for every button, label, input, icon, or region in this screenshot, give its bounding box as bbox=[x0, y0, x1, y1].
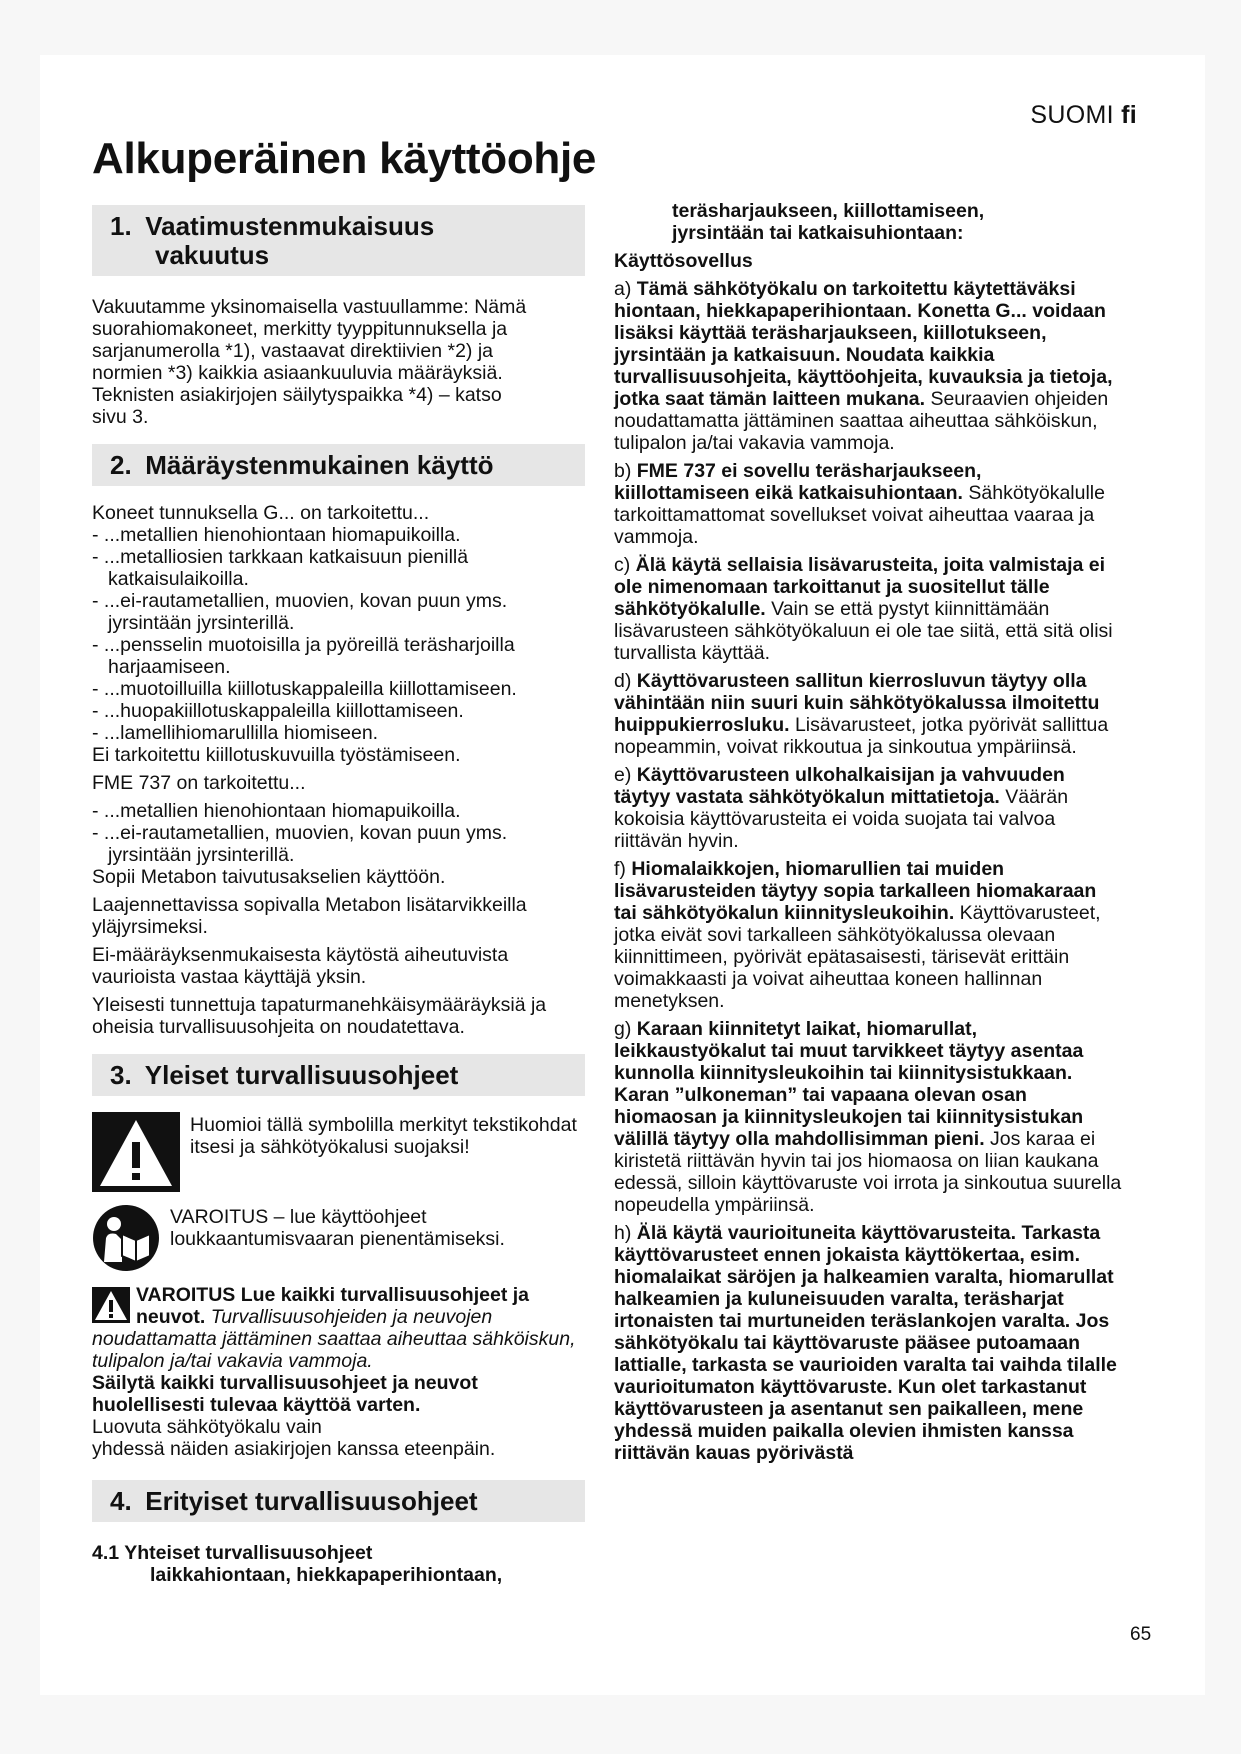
symbol-note-text: Huomioi tällä symbolilla merkityt tekstikohdat itsesi ja sähkötyökalusi suojaksi! bbox=[190, 1114, 577, 1158]
section-1-line: sivu 3. bbox=[92, 406, 149, 428]
read-manual-icon bbox=[92, 1204, 160, 1272]
general-warning bbox=[92, 1284, 585, 1372]
list-item: - ...metalliosien tarkkaan katkaisuun pienillä katkaisulaikoilla. bbox=[92, 546, 469, 590]
list-item: - ...metallien hienohiontaan hiomapuikoilla. bbox=[92, 524, 461, 546]
item-c: c) Älä käytä sellaisia lisävarusteita, joita valmistaja ei ole nimenomaan tarkoittanut ja suositellut tälle sähkötyökalulle. Vain se että pystyt kiinnittämään lisävarusteen sähkötyökaluun ei ole tae siitä, että sitä olisi turvallista käyttää. bbox=[614, 554, 1113, 664]
keep-instructions: Säilytä kaikki turvallisuusohjeet ja neuvot huolellisesti tulevaa käyttöä varten. bbox=[92, 1372, 478, 1416]
item-a: a) Tämä sähkötyökalu on tarkoitettu käytettäväksi hiontaan, hiekkapaperihiontaan. Konetta G... voidaan lisäksi käyttää teräsharjaukseen, kiillotukseen, jyrsintään ja katkaisuun. Noudata kaikkia turvallisuusohjeita, käyttöohjeita, kuvauksia ja tietoja, jotka saat tämän laitteen mukana. Seuraavien ohjeiden noudattamatta jättäminen saattaa aiheuttaa sähköiskun, tulipalon ja/tai vakavia vammoja. bbox=[614, 278, 1113, 454]
item-f: f) Hiomalaikkojen, hiomarullien tai muiden lisävarusteiden täytyy sopia tarkalleen hiomakaraan tai sähkötyökalun kiinnitysleukoihin. Käyttövarusteet, jotka eivät sovi tarkalleen sähkötyökalussa olevaan kiinnittimeen, pyörivät epätasaisesti, tärisevät erittäin voimakkaasti ja voivat aiheuttaa koneen hallinnan menetyksen. bbox=[614, 858, 1101, 1012]
section-1-heading: 1. Vaatimustenmukaisuus vakuutus bbox=[92, 205, 585, 276]
read-manual-text: VAROITUS – lue käyttöohjeet loukkaantumisvaaran pienentämiseksi. bbox=[170, 1206, 505, 1250]
warning-triangle-icon bbox=[92, 1112, 180, 1192]
symbol-note-row bbox=[92, 1112, 585, 1192]
list-item: - ...ei-rautametallien, muovien, kovan puun yms. jyrsintään jyrsinterillä. bbox=[92, 590, 508, 634]
item-b: b) FME 737 ei sovellu teräsharjaukseen, kiillottamiseen eikä katkaisuhiontaan. Sähkötyökalulle tarkoittamattomat sovellukset voivat aiheuttaa vaaraa ja vammoja. bbox=[614, 460, 1105, 548]
use-heading: Käyttösovellus bbox=[614, 250, 753, 272]
read-manual-row bbox=[92, 1204, 585, 1272]
section-4-heading: 4. Erityiset turvallisuusohjeet bbox=[92, 1480, 585, 1522]
list-item: - ...muotoilluilla kiillotuskappaleilla kiillottamiseen. bbox=[92, 678, 517, 700]
subsection-4-1-heading-continued: teräsharjaukseen, kiillottamiseen, jyrsintään tai katkaisuhiontaan: bbox=[672, 200, 985, 244]
page-title: Alkuperäinen käyttöohje bbox=[92, 134, 597, 183]
hand-over-line-1: Luovuta sähkötyökalu vain bbox=[92, 1416, 322, 1438]
subsection-4-1-heading: 4.1 Yhteiset turvallisuusohjeet laikkahiontaan, hiekkapaperihiontaan, bbox=[92, 1542, 503, 1586]
fme-intro: FME 737 on tarkoitettu... bbox=[92, 772, 306, 794]
section-2-heading: 2. Määräystenmukainen käyttö bbox=[92, 444, 585, 486]
right-column bbox=[614, 200, 1122, 1464]
list-item: - ...ei-rautametallien, muovien, kovan puun yms. jyrsintään jyrsinterillä. bbox=[92, 822, 508, 866]
not-intended-note: Ei tarkoitettu kiillotuskuvuilla työstämiseen. bbox=[92, 744, 461, 766]
item-g: g) Karaan kiinnitetyt laikat, hiomarullat, leikkaustyökalut tai muut tarvikkeet täytyy asentaa kunnolla kiinnitysleukoihin tai kiinnitysistukkaan. Karan ”ulkoneman” tai vapaana olevan osan hiomaosan ja kiinnitysleukojen tai kiinnitysistukan välillä täytyy olla mahdollisimman pieni. Jos karaa ei kiristetä riittävän hyvin tai jos hiomaosa on liian kaukana edessä, silloin käyttövaruste voi irrota ja sinkoutua suurella nopeudella ympäriinsä. bbox=[614, 1018, 1122, 1216]
regulations-note: Yleisesti tunnettuja tapaturmanehkäisymääräyksiä ja oheisia turvallisuusohjeita on noudatettava. bbox=[92, 994, 547, 1038]
list-item: - ...metallien hienohiontaan hiomapuikoilla. bbox=[92, 800, 461, 822]
section-1-line: sarjanumerolla *1), vastaavat direktiivien *2) ja bbox=[92, 340, 494, 362]
item-d: d) Käyttövarusteen sallitun kierrosluvun täytyy olla vähintään niin suuri kuin sähkötyökalussa ilmoitettu huippukierrosluku. Lisävarusteet, jotka pyörivät sallittua nopeammin, voivat rikkoutua ja sinkoutua ympäriinsä. bbox=[614, 670, 1109, 758]
item-e: e) Käyttövarusteen ulkohalkaisijan ja vahvuuden täytyy vastata sähkötyökalun mittatietoja. Väärän kokoisia käyttövarusteita ei voida suojata tai valvoa riittävän hyvin. bbox=[614, 764, 1069, 852]
section-1-line: normien *3) kaikkia asiaankuuluvia määräyksiä. bbox=[92, 362, 503, 384]
left-column bbox=[92, 205, 585, 1586]
liability-note: Ei-määräyksenmukaisesta käytöstä aiheutuvista vaurioista vastaa käyttäjä yksin. bbox=[92, 944, 509, 988]
list-item: - ...pensselin muotoisilla ja pyöreillä teräsharjoilla harjaamiseen. bbox=[92, 634, 515, 678]
list-item: - ...huopakiillotuskappaleilla kiillottamiseen. bbox=[92, 700, 464, 722]
list-item: - ...lamellihiomarullilla hiomiseen. bbox=[92, 722, 379, 744]
language-code: fi bbox=[1121, 101, 1137, 129]
metabo-bender-note: Sopii Metabon taivutusakselien käyttöön. bbox=[92, 866, 446, 888]
warning-triangle-icon-small bbox=[92, 1287, 130, 1323]
hand-over-line-2: yhdessä näiden asiakirjojen kanssa eteenpäin. bbox=[92, 1438, 496, 1460]
general-warning-italic: Turvallisuusohjeiden ja neuvojen noudattamatta jättäminen saattaa aiheuttaa sähköiskun, tulipalon ja/tai vakavia vammoja. bbox=[92, 1306, 576, 1372]
general-warning-bold: VAROITUS Lue kaikki turvallisuusohjeet ja neuvot. bbox=[136, 1284, 529, 1328]
item-h: h) Älä käytä vaurioituneita käyttövarusteita. Tarkasta käyttövarusteet ennen jokaista käyttökertaa, esim. hiomalaikat säröjen ja halkeamien varalta, hiomarullat halkeamien ja kuluneisuuden varalta, teräsharjat irtonaisten tai murtuneiden teräslankojen varalta. Jos sähkötyökalu tai käyttövaruste pääsee putoamaan lattialle, tarkasta se vaurioiden varalta tai vaihda tilalle vaurioitumaton käyttövaruste. Kun olet tarkastanut käyttövarusteen ja asentanut sen paikalleen, mene yhdessä muiden paikalla olevien ihmisten kanssa riittävän kauas pyörivästä bbox=[614, 1222, 1117, 1464]
section-1-line: Teknisten asiakirjojen säilytyspaikka *4) – katso bbox=[92, 384, 502, 406]
section-2-intro: Koneet tunnuksella G... on tarkoitettu... bbox=[92, 502, 430, 524]
language-name: SUOMI bbox=[1030, 101, 1114, 129]
section-3-heading: 3. Yleiset turvallisuusohjeet bbox=[92, 1054, 585, 1096]
section-1-line: suorahiomakoneet, merkitty tyyppitunnuksella ja bbox=[92, 318, 508, 340]
page-number: 65 bbox=[1130, 1624, 1152, 1645]
section-1-line: Vakuutamme yksinomaisella vastuullamme: Nämä bbox=[92, 296, 527, 318]
extendable-note: Laajennettavissa sopivalla Metabon lisätarvikkeilla yläjyrsimeksi. bbox=[92, 894, 527, 938]
language-label bbox=[1030, 101, 1137, 130]
